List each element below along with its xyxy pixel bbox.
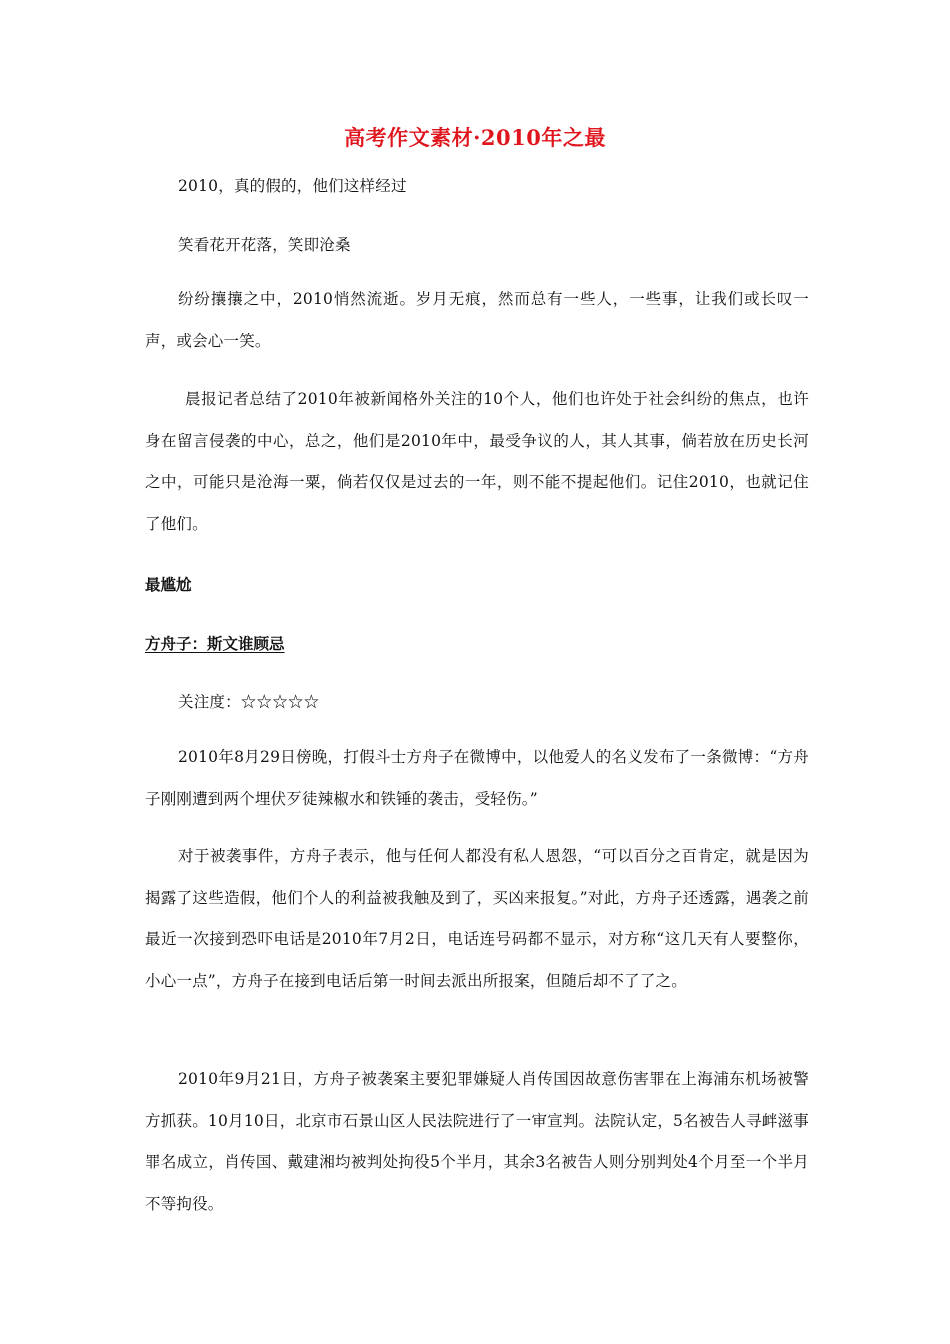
document-title: 高考作文素材·2010年之最	[344, 125, 606, 150]
paragraph-1: 纷纷攘攘之中，2010悄然流逝。岁月无痕，然而总有一些人，一些事，让我们或长叹一声，或会心一笑。	[145, 290, 809, 350]
paragraph-2: 晨报记者总结了2010年被新闻格外关注的10个人，他们也许处于社会纠纷的焦点，也许身在留言侵袭的中心，总之，他们是2010年中，最受争议的人，其人其事，倘若放在历史长河之中，可能只是沧海一粟，倘若仅仅是过去的一年，则不能不提起他们。记住2010，也就记住了他们。	[145, 390, 809, 533]
attention-rating: 关注度：☆☆☆☆☆	[178, 693, 320, 711]
intro-line-2: 笑看花开花落，笑即沧桑	[178, 236, 351, 254]
paragraph-5: 2010年9月21日，方舟子被袭案主要犯罪嫌疑人肖传国因故意伤害罪在上海浦东机场被警方抓获。10月10日，北京市石景山区人民法院进行了一审宣判。法院认定，5名被告人寻衅滋事罪名成立，肖传国、戴建湘均被判处拘役5个半月，其余3名被告人则分别判处4个月至一个半月不等拘役。	[145, 1070, 809, 1213]
paragraph-3: 2010年8月29日傍晚，打假斗士方舟子在微博中，以他爱人的名义发布了一条微博：“方舟子刚刚遭到两个埋伏歹徒辣椒水和铁锤的袭击，受轻伤。”	[145, 748, 809, 808]
paragraph-4: 对于被袭事件，方舟子表示，他与任何人都没有私人恩怨，“可以百分之百肯定，就是因为揭露了这些造假，他们个人的利益被我触及到了，买凶来报复。”对此，方舟子还透露，遇袭之前最近一次接到恐吓电话是2010年7月2日，电话连号码都不显示，对方称“这几天有人要整你，小心一点”，方舟子在接到电话后第一时间去派出所报案，但随后却不了了之。	[145, 847, 809, 990]
intro-line-1: 2010，真的假的，他们这样经过	[178, 177, 407, 195]
section-heading: 最尴尬	[145, 575, 192, 594]
subsection-heading: 方舟子：斯文谁顾忌	[145, 634, 285, 653]
